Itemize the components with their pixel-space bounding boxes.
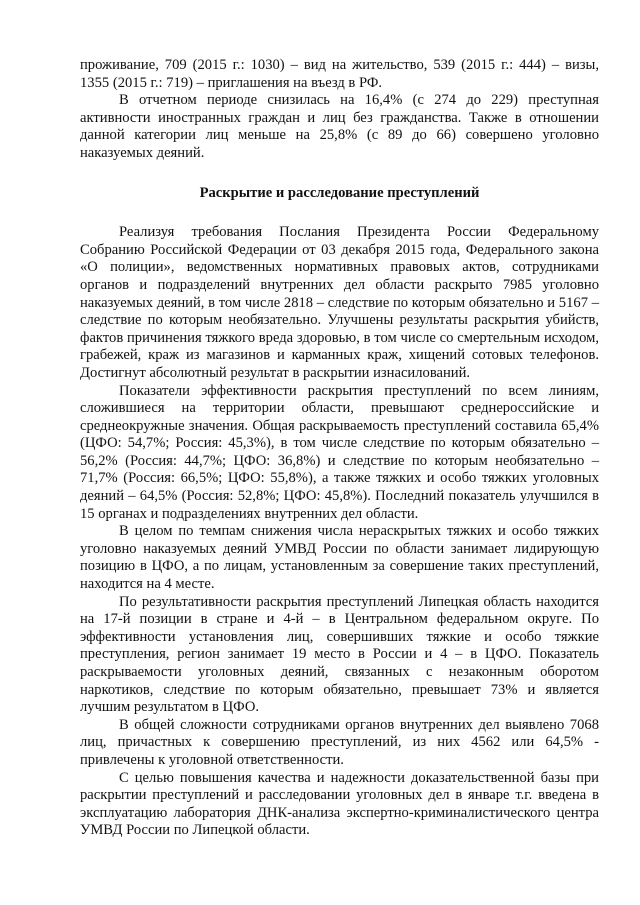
paragraph-leading-position: В целом по темпам снижения числа нераскрытых тяжких и особо тяжких уголовно наказуемых деяний УМВД России по области занимает лидирующую позицию в ЦФО, а по лицам, установленным за совершение таких преступлений, находится на 4 месте. bbox=[80, 523, 599, 593]
paragraph-continuation: проживание, 709 (2015 г.: 1030) – вид на жительство, 539 (2015 г.: 444) – визы, 1355 (2015 г.: 719) – приглашения на въезд в РФ. bbox=[80, 57, 599, 91]
paragraph-solved-crimes: Реализуя требования Послания Президента России Федеральному Собранию Российской Федерации от 03 декабря 2015 года, Федерального закона «О полиции», ведомственных нормативных правовых актов, сотрудниками органов и подразделений внутренних дел области раскрыто 7985 уголовно наказуемых деяний, в том числе 2818 – следствие по которым обязательно и 5167 – следствие по которым необязательно. Улучшены результаты раскрытия убийств, фактов причинения тяжкого вреда здоровью, в том числе со смертельным исходом, грабежей, краж из магазинов и карманных краж, хищений сотовых телефонов. Достигнут абсолютный результат в раскрытии изнасилований. bbox=[80, 224, 599, 381]
paragraph-dna-laboratory: С целью повышения качества и надежности доказательственной базы при раскрытии преступлений и расследовании уголовных дел в январе т.г. введена в эксплуатацию лаборатория ДНК-анализа экспертно-криминалистического центра УМВД России по Липецкой области. bbox=[80, 769, 599, 839]
section-heading: Раскрытие и расследование преступлений bbox=[199, 184, 480, 201]
paragraph-region-ranking: По результативности раскрытия преступлений Липецкая область находится на 17-й позиции в стране и 4-й – в Центральном федеральном округе. По эффективности установления лиц, совершивших тяжкие и особо тяжкие преступления, регион занимает 19 место в России и 4 – в ЦФО. Показатель раскрываемости уголовных деяний, связанных с незаконным оборотом наркотиков, следствие по которым обязательно, превышает 73% и является лучшим результатом в ЦФО. bbox=[80, 593, 599, 716]
paragraph-efficiency-indicators: Показатели эффективности раскрытия преступлений по всем линиям, сложившиеся на территории области, превышают среднероссийские и среднеокружные значения. Общая раскрываемость преступлений составила 65,4% (ЦФО: 54,7%; Россия: 45,3%), в том числе следствие по которым обязательно – 56,2% (Россия: 44,7%; ЦФО: 36,8%) и следствие по которым необязательно – 71,7% (Россия: 66,5%; ЦФО: 55,8%), а также тяжких и особо тяжких уголовных деяний – 64,5% (Россия: 52,8%; ЦФО: 45,8%). Последний показатель улучшился в 15 органах и подразделениях внутренних дел области. bbox=[80, 382, 599, 522]
paragraph-identified-persons: В общей сложности сотрудниками органов внутренних дел выявлено 7068 лиц, причастных к совершению преступлений, из них 4562 или 64,5% - привлечены к уголовной ответственности. bbox=[80, 716, 599, 768]
paragraph-foreign-crime: В отчетном периоде снизилась на 16,4% (с 274 до 229) преступная активности иностранных граждан и лиц без гражданства. Также в отношении данной категории лиц меньше на 25,8% (с 89 до 66) совершено уголовно наказуемых деяний. bbox=[80, 92, 599, 161]
